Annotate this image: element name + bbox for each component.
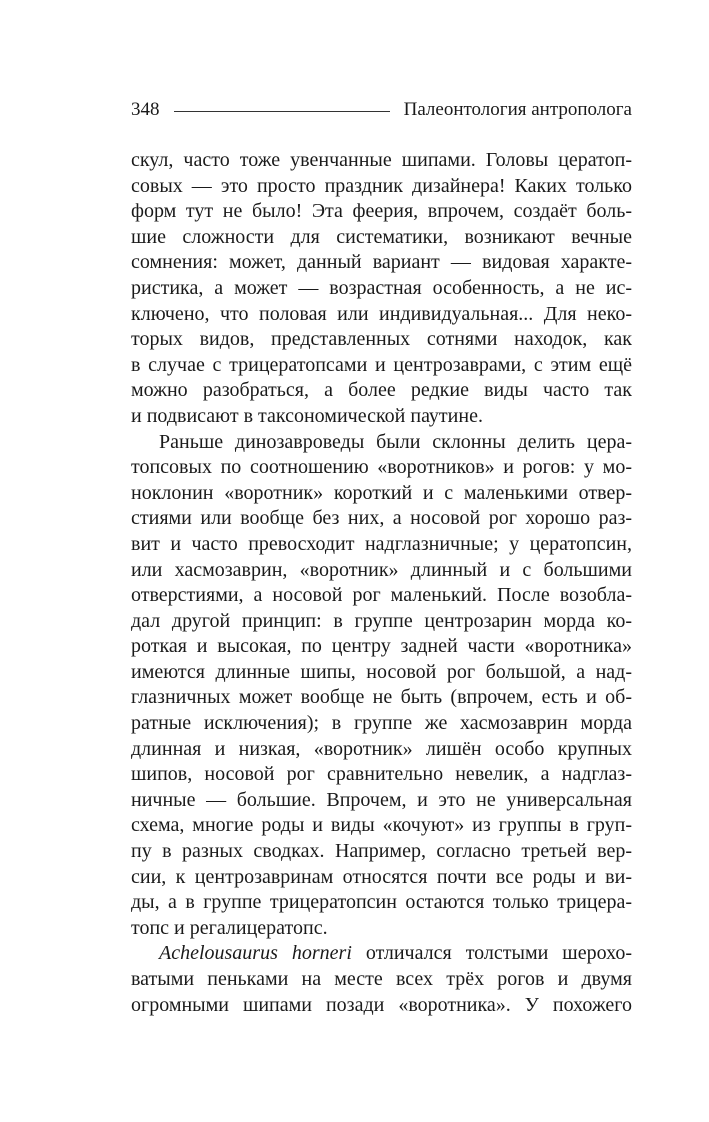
text-line: стиями или вообще без них, а носовой рог хорошо раз- bbox=[131, 507, 632, 530]
text-line: форм тут не было! Эта феерия, впрочем, создаёт боль- bbox=[131, 200, 632, 223]
text-line: ноклонин «воротник» короткий и с маленькими отвер- bbox=[131, 481, 632, 504]
body-text bbox=[131, 148, 632, 1018]
paragraph-3 bbox=[131, 941, 632, 1018]
text-line: сомнения: может, данный вариант — видовая характе- bbox=[131, 251, 632, 274]
text-line: торых видов, представленных сотнями находок, как bbox=[131, 328, 632, 351]
paragraph-1 bbox=[131, 148, 632, 430]
text-line: ватыми пеньками на месте всех трёх рогов и двумя bbox=[131, 968, 632, 990]
text-line: отверстиями, а носовой рог маленький. После возобла- bbox=[131, 584, 632, 607]
header-rule bbox=[174, 111, 390, 112]
text-line: скул, часто тоже увенчанные шипами. Головы цератоп- bbox=[131, 149, 632, 171]
text-line: сии, к центрозавринам относятся почти все роды и ви- bbox=[131, 865, 632, 888]
text-line: огромными шипами позади «воротника». У похожего bbox=[131, 993, 632, 1016]
text-line: совых — это просто праздник дизайнера! Каких только bbox=[131, 174, 632, 197]
text-line: схема, многие роды и виды «кочуют» из группы в груп- bbox=[131, 814, 632, 837]
text-line: или хасмозаврин, «воротник» длинный и с большими bbox=[131, 558, 632, 581]
text-line: топс и регалицератопс. bbox=[131, 916, 328, 939]
text-line: глазничных может вообще не быть (впрочем, есть и об- bbox=[131, 686, 632, 709]
text-line: ристика, а может — возрастная особенность, а не ис- bbox=[131, 276, 632, 299]
text-line: пу в разных сводках. Например, согласно третьей вер- bbox=[131, 840, 632, 863]
species-name: Achelousaurus horneri bbox=[159, 942, 352, 965]
text-line: топсовых по соотношению «воротников» и рогов: у мо- bbox=[131, 456, 632, 479]
text-line: шипов, носовой рог сравнительно невелик, а надглаз- bbox=[131, 763, 632, 786]
text-line: вит и часто превосходит надглазничные; у цератопсин, bbox=[131, 532, 632, 555]
text-line: дал другой принцип: в группе центрозарин морда ко- bbox=[131, 609, 632, 632]
text-line: ничные — большие. Впрочем, и это не универсальная bbox=[131, 788, 632, 811]
text-line: ратные исключения); в группе же хасмозаврин морда bbox=[131, 712, 632, 735]
text-line: можно разобраться, а более редкие виды часто так bbox=[131, 379, 632, 402]
text-line: имеются длинные шипы, носовой рог большой, а над- bbox=[131, 660, 632, 683]
running-head bbox=[131, 98, 632, 122]
text-line: длинная и низкая, «воротник» лишён особо крупных bbox=[131, 737, 632, 760]
text-line: в случае с трицератопсами и центрозаврами, с этим ещё bbox=[131, 353, 632, 376]
text-line: и подвисают в таксономической паутине. bbox=[131, 404, 483, 427]
text-line: Раньше динозавроведы были склонны делить цера- bbox=[159, 430, 632, 453]
text-line: роткая и высокая, по центру задней части «воротника» bbox=[131, 635, 632, 658]
text-line: шие сложности для систематики, возникают вечные bbox=[131, 225, 632, 248]
page-number: 348 bbox=[131, 99, 160, 120]
text-line: ключено, что половая или индивидуальная... Для неко- bbox=[131, 302, 632, 325]
text-line bbox=[131, 941, 632, 967]
text-line: ды, а в группе трицератопсин остаются только трицера- bbox=[131, 891, 632, 914]
paragraph-2 bbox=[131, 430, 632, 942]
text-fragment: отличался толстыми шерохо- bbox=[351, 942, 632, 965]
book-title: Палеонтология антрополога bbox=[403, 99, 632, 120]
